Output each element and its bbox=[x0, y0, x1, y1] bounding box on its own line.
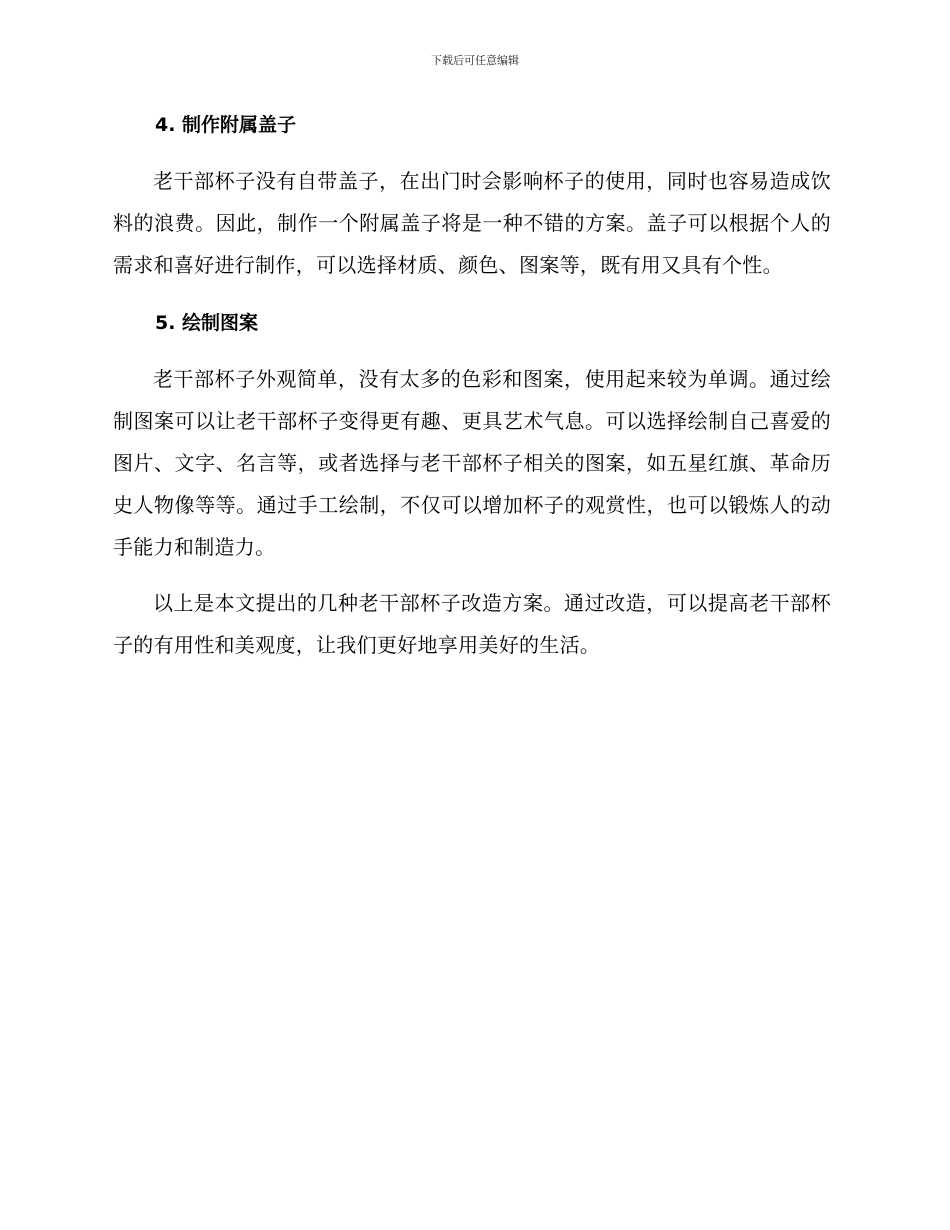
section-paragraph-5: 老干部杯子外观简单，没有太多的色彩和图案，使用起来较为单调。通过绘制图案可以让老干部杯子变得更有趣、更具艺术气息。可以选择绘制自己喜爱的图片、文字、名言等，或者选择与老干部杯子相关的图案，如五星红旗、革命历史人物像等等。通过手工绘制，不仅可以增加杯子的观赏性，也可以锻炼人的动手能力和制造力。 bbox=[113, 367, 831, 559]
section-paragraph-4: 老干部杯子没有自带盖子，在出门时会影响杯子的使用，同时也容易造成饮料的浪费。因此，制作一个附属盖子将是一种不错的方案。盖子可以根据个人的需求和喜好进行制作，可以选择材质、颜色、图案等，既有用又具有个性。 bbox=[113, 169, 831, 277]
section-heading-4: 4. 制作附属盖子 bbox=[155, 114, 297, 136]
document-body bbox=[113, 110, 831, 666]
page-header: 下载后可任意编辑 bbox=[431, 54, 519, 67]
conclusion-paragraph: 以上是本文提出的几种老干部杯子改造方案。通过改造，可以提高老干部杯子的有用性和美观度，让我们更好地享用美好的生活。 bbox=[113, 591, 831, 657]
section-heading-5: 5. 绘制图案 bbox=[155, 312, 259, 334]
